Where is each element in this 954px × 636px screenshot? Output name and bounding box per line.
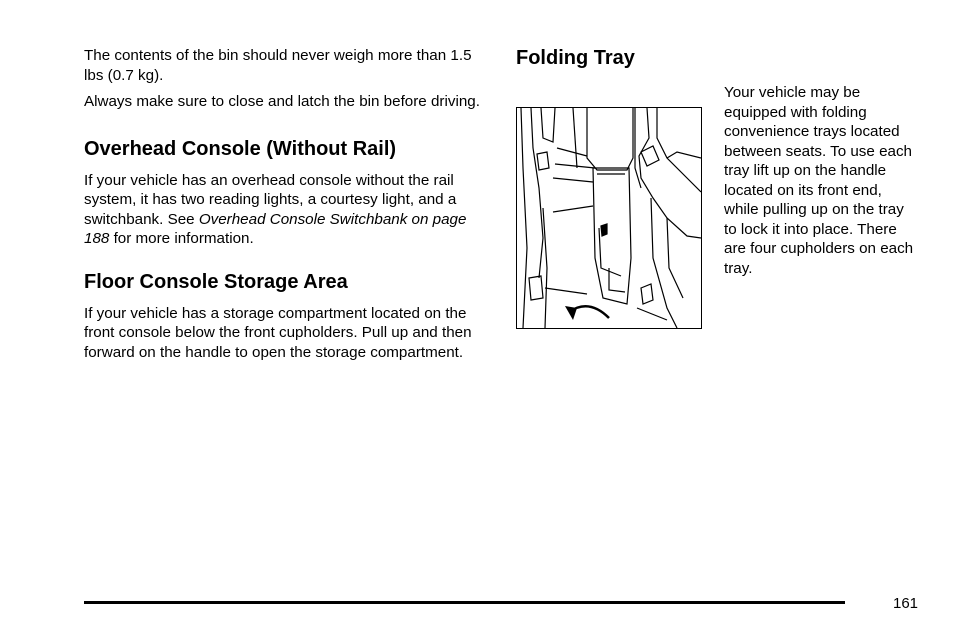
folding-tray-body: Your vehicle may be equipped with folding convenience trays located between seats. To use each tray lift up on the handle located on its front end, while pulling up on the tray to lock it into place. There are four cupholders on each tray.	[724, 84, 914, 277]
overhead-console-heading: Overhead Console (Without Rail)	[84, 137, 397, 160]
overhead-console-body	[84, 171, 489, 249]
floor-console-body: If your vehicle has a storage compartment located on the front console below the front cupholders. Pull up and then forward on the handle to open the storage compartment.	[84, 304, 472, 361]
footer-rule	[84, 601, 845, 604]
overhead-console-switchbank-ref[interactable]: Overhead Console Switchbank on page 188	[84, 210, 467, 247]
folding-tray-illustration	[516, 107, 702, 329]
floor-console-heading: Floor Console Storage Area	[84, 270, 348, 293]
overhead-console-text-2: for more information.	[109, 230, 254, 247]
page-number: 161	[893, 595, 919, 612]
folding-tray-heading: Folding Tray	[516, 47, 635, 69]
folding-tray-icon	[517, 108, 701, 328]
folding-tray-block	[516, 83, 921, 313]
bin-latch-note: Always make sure to close and latch the bin before driving.	[84, 93, 480, 110]
right-column	[516, 46, 921, 313]
overhead-console-text-1: If your vehicle has an overhead console without the rail system, it has two reading lights, a courtesy light, and a switchbank. See	[84, 171, 457, 228]
folding-tray-text	[724, 83, 920, 278]
bin-weight-note: The contents of the bin should never weigh more than 1.5 lbs (0.7 kg).	[84, 47, 472, 84]
left-column	[84, 46, 489, 362]
